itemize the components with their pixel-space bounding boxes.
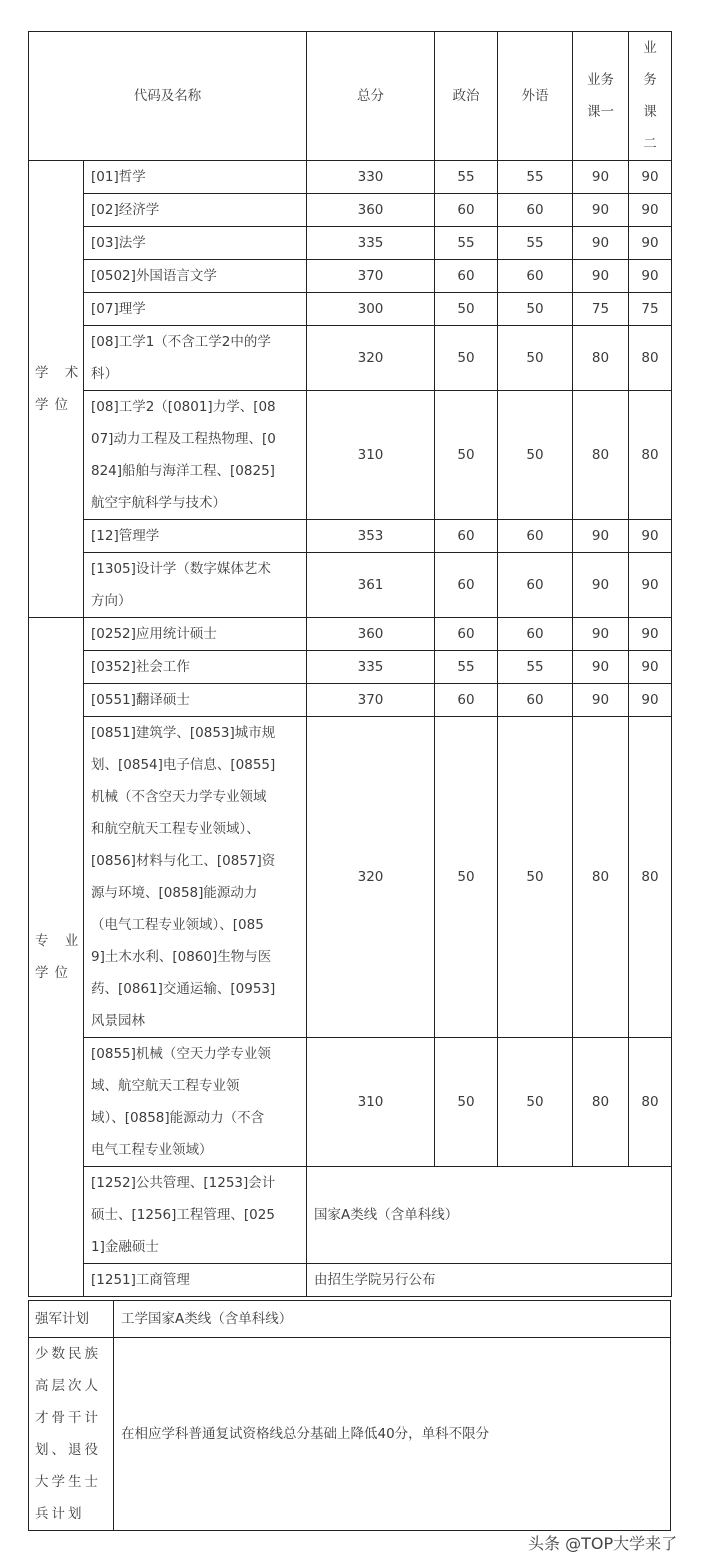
program-name xyxy=(84,717,307,1038)
program-name xyxy=(84,161,307,194)
header-course2-line: 二 xyxy=(643,136,657,152)
program-name-line: [02]经济学 xyxy=(91,202,160,218)
special-plan-label-line: 兵计划 xyxy=(35,1506,85,1522)
score-politics: 60 xyxy=(435,520,498,553)
academic-group-label-line: 学 术 xyxy=(35,365,85,381)
score-total: 361 xyxy=(307,553,435,618)
score-table xyxy=(28,31,672,1297)
merged-requirement: 国家A类线（含单科线） xyxy=(307,1167,672,1264)
program-name-line: 源与环境、[0858]能源动力 xyxy=(91,885,258,901)
score-politics: 60 xyxy=(435,618,498,651)
program-name-line: 1]金融硕士 xyxy=(91,1239,159,1255)
score-foreign: 60 xyxy=(498,194,573,227)
score-total: 300 xyxy=(307,293,435,326)
program-name-line: [0855]机械（空天力学专业领 xyxy=(91,1046,271,1062)
score-c2: 90 xyxy=(629,260,672,293)
header-course2-line: 业 xyxy=(643,40,657,56)
score-foreign: 50 xyxy=(498,717,573,1038)
score-total: 320 xyxy=(307,717,435,1038)
score-c1: 90 xyxy=(573,260,629,293)
special-plans-table xyxy=(28,1300,671,1531)
program-name xyxy=(84,618,307,651)
professional-row xyxy=(29,1038,672,1167)
program-name xyxy=(84,1167,307,1264)
header-course2-line: 课 xyxy=(643,104,657,120)
score-c1: 80 xyxy=(573,326,629,391)
program-name xyxy=(84,684,307,717)
score-politics: 50 xyxy=(435,391,498,520)
program-name-line: [0502]外国语言文学 xyxy=(91,268,217,284)
program-name-line: [12]管理学 xyxy=(91,528,160,544)
score-total: 335 xyxy=(307,227,435,260)
score-politics: 60 xyxy=(435,260,498,293)
special-plan-row xyxy=(29,1301,671,1338)
program-name-line: 航空宇航科学与技术） xyxy=(91,495,226,511)
score-total: 370 xyxy=(307,684,435,717)
special-plan-label-line: 划、退役 xyxy=(35,1442,101,1458)
program-name-line: 硕士、[1256]工程管理、[025 xyxy=(91,1207,275,1223)
program-name xyxy=(84,1264,307,1297)
score-c2: 90 xyxy=(629,553,672,618)
special-plan-label-line: 高层次人 xyxy=(35,1378,101,1394)
academic-group-label xyxy=(29,161,84,618)
professional-row xyxy=(29,684,672,717)
score-c2: 90 xyxy=(629,618,672,651)
program-name-line: 电气工程专业领域） xyxy=(91,1142,213,1158)
score-c2: 90 xyxy=(629,684,672,717)
score-politics: 55 xyxy=(435,227,498,260)
program-name-line: 824]船舶与海洋工程、[0825] xyxy=(91,463,275,479)
program-name xyxy=(84,260,307,293)
program-name-line: 机械（不含空天力学专业领域 xyxy=(91,789,267,805)
score-c2: 90 xyxy=(629,227,672,260)
program-name xyxy=(84,293,307,326)
score-total: 370 xyxy=(307,260,435,293)
header-foreign: 外语 xyxy=(498,32,573,161)
professional-group-label xyxy=(29,618,84,1297)
score-c1: 80 xyxy=(573,717,629,1038)
watermark: 头条 @TOP大学来了 xyxy=(528,1534,678,1553)
program-name-line: [0551]翻译硕士 xyxy=(91,692,190,708)
special-plan-text: 在相应学科普通复试资格线总分基础上降低40分，单科不限分 xyxy=(114,1338,671,1531)
program-name xyxy=(84,553,307,618)
academic-row xyxy=(29,260,672,293)
score-total: 335 xyxy=(307,651,435,684)
score-c1: 90 xyxy=(573,651,629,684)
program-name-line: [08]工学2（[0801]力学、[08 xyxy=(91,399,276,415)
special-plan-label xyxy=(29,1301,114,1338)
header-course2 xyxy=(629,32,672,161)
special-plan-label-line: 才骨干计 xyxy=(35,1410,101,1426)
program-name-line: 风景园林 xyxy=(91,1013,145,1029)
program-name xyxy=(84,326,307,391)
score-politics: 55 xyxy=(435,651,498,684)
score-total: 330 xyxy=(307,161,435,194)
program-name xyxy=(84,520,307,553)
score-c2: 80 xyxy=(629,1038,672,1167)
program-name-line: （电气工程专业领域）、[085 xyxy=(91,917,264,933)
academic-group-label-line: 学位 xyxy=(35,397,74,413)
professional-row xyxy=(29,618,672,651)
academic-row xyxy=(29,326,672,391)
program-name xyxy=(84,227,307,260)
header-course2-line: 务 xyxy=(643,72,657,88)
score-c2: 80 xyxy=(629,717,672,1038)
merged-requirement: 由招生学院另行公布 xyxy=(307,1264,672,1297)
professional-group-label-line: 学位 xyxy=(35,965,74,981)
score-foreign: 60 xyxy=(498,618,573,651)
score-foreign: 50 xyxy=(498,293,573,326)
score-c2: 80 xyxy=(629,326,672,391)
academic-row xyxy=(29,194,672,227)
program-name-line: 方向） xyxy=(91,593,132,609)
program-name xyxy=(84,1038,307,1167)
score-c1: 75 xyxy=(573,293,629,326)
program-name xyxy=(84,651,307,684)
score-politics: 50 xyxy=(435,1038,498,1167)
score-c2: 75 xyxy=(629,293,672,326)
program-name-line: [03]法学 xyxy=(91,235,146,251)
academic-row xyxy=(29,293,672,326)
academic-row xyxy=(29,391,672,520)
program-name-line: 域）、[0858]能源动力（不含 xyxy=(91,1110,265,1126)
score-c1: 90 xyxy=(573,684,629,717)
program-name-line: [08]工学1（不含工学2中的学 xyxy=(91,334,271,350)
special-plan-row xyxy=(29,1338,671,1531)
score-politics: 50 xyxy=(435,293,498,326)
professional-row xyxy=(29,1167,672,1264)
academic-row xyxy=(29,227,672,260)
special-plan-text: 工学国家A类线（含单科线） xyxy=(114,1301,671,1338)
academic-row xyxy=(29,161,672,194)
program-name-line: [1252]公共管理、[1253]会计 xyxy=(91,1175,276,1191)
header-course1-line: 课一 xyxy=(587,104,614,120)
program-name-line: [01]哲学 xyxy=(91,169,146,185)
score-c1: 90 xyxy=(573,520,629,553)
header-course1 xyxy=(573,32,629,161)
program-name-line: [0856]材料与化工、[0857]资 xyxy=(91,853,276,869)
special-plan-label-line: 大学生士 xyxy=(35,1474,101,1490)
program-name-line: 药、[0861]交通运输、[0953] xyxy=(91,981,276,997)
special-plan-label xyxy=(29,1338,114,1531)
score-c2: 90 xyxy=(629,520,672,553)
score-total: 360 xyxy=(307,618,435,651)
score-foreign: 60 xyxy=(498,520,573,553)
score-politics: 60 xyxy=(435,684,498,717)
program-name-line: [0352]社会工作 xyxy=(91,659,190,675)
score-total: 320 xyxy=(307,326,435,391)
program-name-line: 域、航空航天工程专业领 xyxy=(91,1078,240,1094)
score-foreign: 55 xyxy=(498,227,573,260)
score-c2: 80 xyxy=(629,391,672,520)
program-name-line: [0252]应用统计硕士 xyxy=(91,626,217,642)
score-foreign: 60 xyxy=(498,553,573,618)
program-name-line: 科） xyxy=(91,366,118,382)
program-name-line: 07]动力工程及工程热物理、[0 xyxy=(91,431,276,447)
program-name-line: [1305]设计学（数字媒体艺术 xyxy=(91,561,271,577)
score-total: 310 xyxy=(307,1038,435,1167)
program-name-line: [07]理学 xyxy=(91,301,146,317)
score-c1: 90 xyxy=(573,161,629,194)
program-name-line: [0851]建筑学、[0853]城市规 xyxy=(91,725,276,741)
score-c1: 90 xyxy=(573,194,629,227)
score-c2: 90 xyxy=(629,194,672,227)
score-politics: 50 xyxy=(435,717,498,1038)
header-name: 代码及名称 xyxy=(29,32,307,161)
score-foreign: 50 xyxy=(498,391,573,520)
academic-row xyxy=(29,553,672,618)
score-total: 360 xyxy=(307,194,435,227)
score-foreign: 55 xyxy=(498,161,573,194)
header-course1-line: 业务 xyxy=(587,72,614,88)
professional-row xyxy=(29,1264,672,1297)
score-c1: 80 xyxy=(573,1038,629,1167)
score-foreign: 60 xyxy=(498,684,573,717)
score-total: 310 xyxy=(307,391,435,520)
header-total: 总分 xyxy=(307,32,435,161)
program-name-line: 划、[0854]电子信息、[0855] xyxy=(91,757,276,773)
score-foreign: 50 xyxy=(498,326,573,391)
program-name xyxy=(84,194,307,227)
score-politics: 60 xyxy=(435,194,498,227)
academic-row xyxy=(29,520,672,553)
score-c1: 90 xyxy=(573,618,629,651)
score-politics: 60 xyxy=(435,553,498,618)
score-c1: 80 xyxy=(573,391,629,520)
professional-row xyxy=(29,717,672,1038)
special-plan-label-line: 强军计划 xyxy=(35,1311,89,1327)
score-total: 353 xyxy=(307,520,435,553)
score-politics: 50 xyxy=(435,326,498,391)
score-foreign: 50 xyxy=(498,1038,573,1167)
score-foreign: 55 xyxy=(498,651,573,684)
score-politics: 55 xyxy=(435,161,498,194)
professional-group-label-line: 专 业 xyxy=(35,933,85,949)
program-name-line: 和航空航天工程专业领域）、 xyxy=(91,821,260,837)
score-c1: 90 xyxy=(573,227,629,260)
score-c2: 90 xyxy=(629,161,672,194)
special-plan-label-line: 少数民族 xyxy=(35,1346,101,1362)
score-foreign: 60 xyxy=(498,260,573,293)
header-row xyxy=(29,32,672,161)
program-name xyxy=(84,391,307,520)
score-c2: 90 xyxy=(629,651,672,684)
program-name-line: 9]土木水利、[0860]生物与医 xyxy=(91,949,272,965)
professional-row xyxy=(29,651,672,684)
program-name-line: [1251]工商管理 xyxy=(91,1272,190,1288)
header-politics: 政治 xyxy=(435,32,498,161)
score-c1: 90 xyxy=(573,553,629,618)
